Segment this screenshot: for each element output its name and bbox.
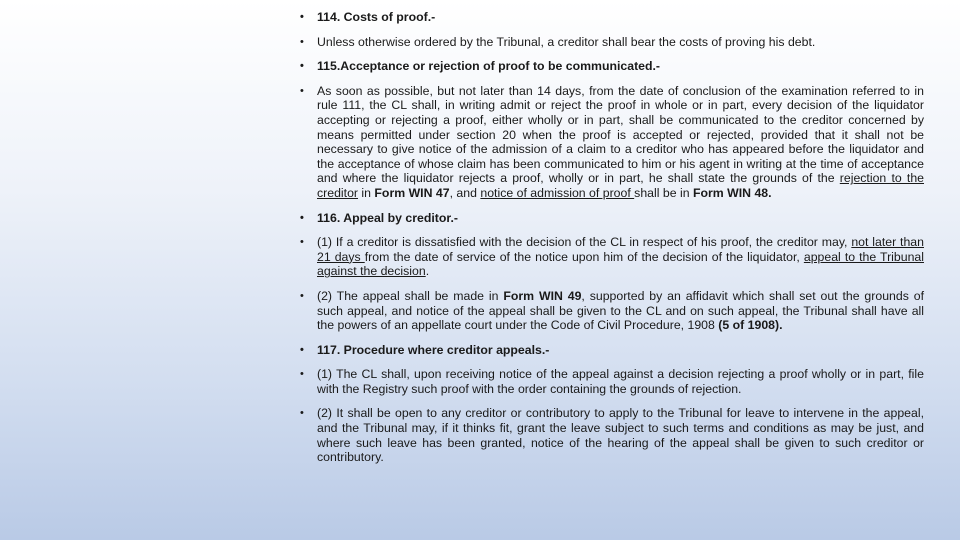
heading-rule-114: • 114. Costs of proof.- [300, 10, 924, 25]
underlined-phrase: notice of admission of proof [480, 185, 635, 200]
heading-rule-115: • 115.Acceptance or rejection of proof to be communicated.- [300, 59, 924, 74]
form-reference: Form WIN 48. [692, 185, 772, 200]
rule-116-1-text: • (1) If a creditor is dissatisfied with the decision of the CL in respect of his proof, the creditor may, not later than 21 days from the date of service of the notice upon him of the decision of the liquidator, appeal to the Tribunal against the decision. [300, 235, 924, 279]
underlined-phrase: appeal to the Tribunal against the decision [317, 249, 924, 279]
rule-117-1-text: • (1) The CL shall, upon receiving notice of the appeal against a decision rejecting a proof wholly or in part, file with the Registry such proof with the order containing the grounds of rejection. [300, 367, 924, 396]
form-reference: Form WIN 49 [503, 288, 582, 303]
underlined-phrase: not later than 21 days [317, 235, 924, 264]
heading-rule-117: • 117. Procedure where creditor appeals.- [300, 343, 924, 358]
rule-117-2-text: • (2) It shall be open to any creditor or contributory to apply to the Tribunal for leave to intervene in the appeal, and the Tribunal may, if it thinks fit, grant the leave subject to such terms and conditions as may be just, and where such leave has been granted, notice of the hearing of the appeal shall be given to such creditor or contributory. [300, 406, 924, 464]
rule-114-text: • Unless otherwise ordered by the Tribunal, a creditor shall bear the costs of proving his debt. [300, 35, 924, 50]
slide-content [300, 10, 924, 475]
rule-116-2-text: • (2) The appeal shall be made in Form WIN 49, supported by an affidavit which shall set out the grounds of such appeal, and notice of the appeal shall be given to the CL and on such appeal, the Tribunal shall have all the powers of an appellate court under the Code of Civil Procedure, 1908 (5 of 1908). [300, 289, 924, 333]
form-reference: Form WIN 47 [374, 185, 450, 200]
act-reference: (5 of 1908). [718, 318, 783, 333]
rule-115-text: • As soon as possible, but not later than 14 days, from the date of conclusion of the examination referred to in rule 111, the CL shall, in writing admit or reject the proof in whole or in part, every decision of the liquidator accepting or rejecting a proof, either wholly or in part, shall be communicated to the creditor concerned by means permitted under section 20 when the proof is accepted or rejected, provided that it shall not be necessary to give notice of the admission of a claim to a creditor who has appeared before the liquidator and the acceptance of whose claim has been communicated to him or his agent in writing at the time of acceptance and where the liquidator rejects a proof, wholly or in part, he shall state the grounds of the rejection to the creditor in Form WIN 47, and notice of admission of proof shall be in Form WIN 48. [300, 84, 924, 201]
heading-rule-116: • 116. Appeal by creditor.- [300, 211, 924, 226]
underlined-phrase: rejection to the creditor [317, 171, 924, 200]
bullet-list [300, 10, 924, 465]
